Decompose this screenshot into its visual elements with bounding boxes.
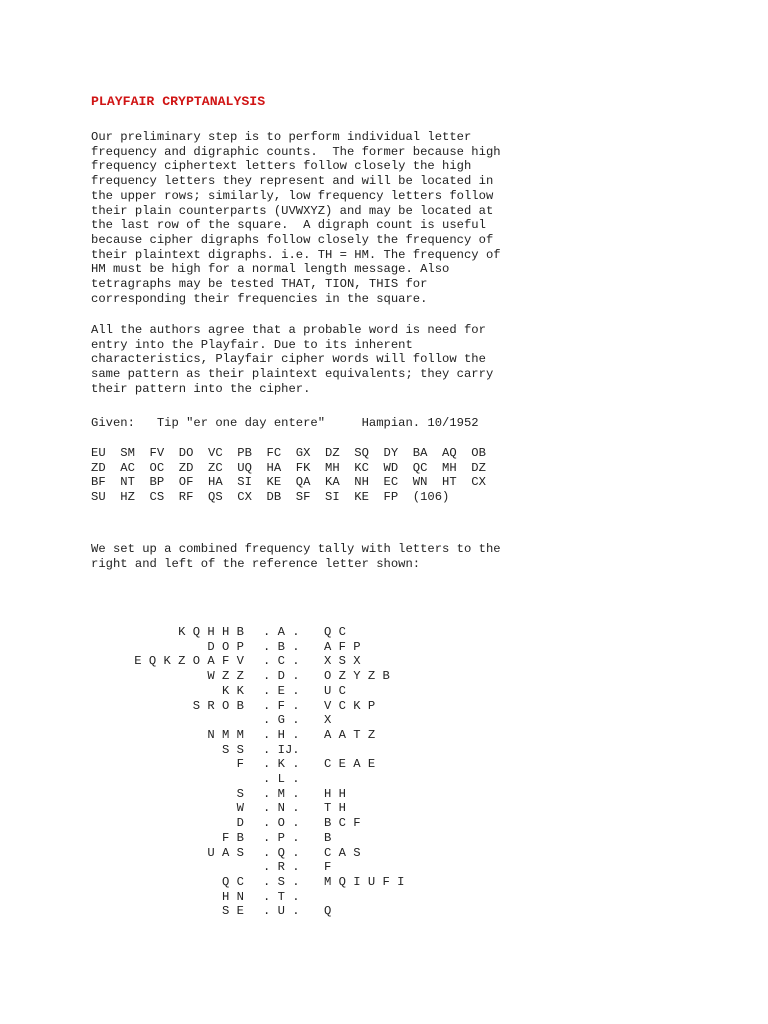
tally-reference-letter: . T . bbox=[263, 889, 300, 904]
ciphertext-block bbox=[91, 446, 486, 505]
tally-reference-letter: . S . bbox=[263, 874, 300, 889]
tally-reference-letter: . O . bbox=[263, 816, 300, 831]
tally-row bbox=[0, 787, 768, 802]
tally-reference-letter: . K . bbox=[263, 757, 300, 772]
tally-left-letters: K K bbox=[222, 683, 244, 698]
tally-left-letters: S bbox=[236, 786, 244, 801]
tally-left-letters: D bbox=[236, 816, 244, 831]
tally-reference-letter: . G . bbox=[263, 713, 300, 728]
text-line: their plain counterparts (UVWXYZ) and may be located at bbox=[91, 203, 494, 218]
tally-left-letters: S R O B bbox=[192, 698, 244, 713]
text-line: their plaintext digraphs. i.e. TH = HM. The frequency of bbox=[91, 247, 501, 262]
tally-row bbox=[0, 684, 768, 699]
page-title: PLAYFAIR CRYPTANALYSIS bbox=[91, 94, 266, 109]
tally-reference-letter: . Q . bbox=[263, 845, 300, 860]
text-line: tetragraphs may be tested THAT, TION, THIS for bbox=[91, 277, 428, 292]
tally-left-letters: N M M bbox=[207, 727, 244, 742]
tally-row bbox=[0, 801, 768, 816]
text-line: because cipher digraphs follow closely the frequency of bbox=[91, 232, 494, 247]
tally-right-letters: Q C bbox=[324, 625, 346, 639]
text-line: HM must be high for a normal length message. Also bbox=[91, 262, 450, 277]
tally-row bbox=[0, 625, 768, 640]
tally-row bbox=[0, 728, 768, 743]
tally-left-letters: F B bbox=[222, 830, 244, 845]
text-line: their pattern into the cipher. bbox=[91, 381, 311, 396]
tally-right-letters: B bbox=[324, 830, 332, 845]
tally-reference-letter: . B . bbox=[263, 639, 300, 654]
tally-reference-letter: . C . bbox=[263, 654, 300, 669]
tally-right-letters: A F P bbox=[324, 639, 361, 654]
tally-right-letters: C E A E bbox=[324, 757, 376, 772]
text-line: SU HZ CS RF QS CX DB SF SI KE FP (106) bbox=[91, 490, 450, 505]
text-line: frequency letters they represent and will be located in bbox=[91, 174, 494, 189]
tally-reference-letter: . F . bbox=[263, 698, 300, 713]
text-line: entry into the Playfair. Due to its inherent bbox=[91, 337, 413, 352]
tally-reference-letter: . R . bbox=[263, 860, 300, 875]
tally-right-letters: V C K P bbox=[324, 698, 376, 713]
tally-reference-letter: . H . bbox=[263, 727, 300, 742]
tally-row bbox=[0, 669, 768, 684]
tally-right-letters: C A S bbox=[324, 845, 361, 860]
text-line: BF NT BP OF HA SI KE QA KA NH EC WN HT CX bbox=[91, 475, 486, 490]
tally-right-letters: Q bbox=[324, 904, 332, 919]
tally-right-letters: X bbox=[324, 713, 332, 728]
tally-right-letters: T H bbox=[324, 801, 346, 816]
tally-row bbox=[0, 654, 768, 669]
tally-left-letters: F bbox=[236, 757, 244, 772]
text-line: frequency ciphertext letters follow closely the high bbox=[91, 159, 472, 174]
tally-row bbox=[0, 890, 768, 905]
tally-right-letters: O Z Y Z B bbox=[324, 669, 390, 684]
tally-row bbox=[0, 699, 768, 714]
tally-right-letters: B C F bbox=[324, 816, 361, 831]
tally-reference-letter: . P . bbox=[263, 830, 300, 845]
tally-row bbox=[0, 831, 768, 846]
tally-left-letters: W Z Z bbox=[207, 669, 244, 684]
tally-row bbox=[0, 816, 768, 831]
tally-reference-letter: . U . bbox=[263, 904, 300, 919]
tally-row bbox=[0, 875, 768, 890]
tally-reference-letter: . M . bbox=[263, 786, 300, 801]
text-line: right and left of the reference letter shown: bbox=[91, 556, 421, 571]
tally-reference-letter: . E . bbox=[263, 683, 300, 698]
given-line: Given: Tip "er one day entere" Hampian. 10/1952 bbox=[91, 416, 479, 430]
tally-left-letters: D O P bbox=[207, 639, 244, 654]
tally-reference-letter: . D . bbox=[263, 669, 300, 684]
tally-right-letters: X S X bbox=[324, 654, 361, 669]
text-line: ZD AC OC ZD ZC UQ HA FK MH KC WD QC MH DZ bbox=[91, 460, 486, 475]
tally-row bbox=[0, 743, 768, 758]
tally-right-letters: M Q I U F I bbox=[324, 874, 405, 889]
tally-row bbox=[0, 640, 768, 655]
tally-row bbox=[0, 772, 768, 787]
tally-right-letters: A A T Z bbox=[324, 727, 376, 742]
paragraph-tally-intro bbox=[91, 542, 501, 571]
text-line: the last row of the square. A digraph count is useful bbox=[91, 218, 486, 233]
text-line: EU SM FV DO VC PB FC GX DZ SQ DY BA AQ OB bbox=[91, 446, 486, 460]
tally-left-letters: K Q H H B bbox=[178, 625, 244, 639]
tally-row bbox=[0, 846, 768, 861]
tally-row bbox=[0, 757, 768, 772]
text-line: the upper rows; similarly, low frequency letters follow bbox=[91, 188, 494, 203]
paragraph-intro bbox=[91, 130, 501, 306]
tally-right-letters: F bbox=[324, 860, 332, 875]
text-line: We set up a combined frequency tally with letters to the bbox=[91, 542, 501, 556]
text-line: corresponding their frequencies in the square. bbox=[91, 291, 428, 306]
tally-left-letters: Q C bbox=[222, 874, 244, 889]
text-line: frequency and digraphic counts. The former because high bbox=[91, 144, 501, 159]
tally-row bbox=[0, 860, 768, 875]
text-line: All the authors agree that a probable word is need for bbox=[91, 323, 486, 337]
tally-left-letters: S E bbox=[222, 904, 244, 919]
tally-reference-letter: . N . bbox=[263, 801, 300, 816]
tally-left-letters: H N bbox=[222, 889, 244, 904]
tally-left-letters: U A S bbox=[207, 845, 244, 860]
paragraph-probable-word bbox=[91, 323, 493, 397]
tally-right-letters: H H bbox=[324, 786, 346, 801]
tally-row bbox=[0, 713, 768, 728]
text-line: Our preliminary step is to perform individual letter bbox=[91, 130, 472, 144]
tally-left-letters: S S bbox=[222, 742, 244, 757]
tally-right-letters: U C bbox=[324, 683, 346, 698]
tally-reference-letter: . IJ. bbox=[263, 742, 300, 757]
tally-reference-letter: . A . bbox=[263, 625, 300, 639]
tally-row bbox=[0, 904, 768, 919]
text-line: same pattern as their plaintext equivalents; they carry bbox=[91, 367, 494, 382]
text-line: characteristics, Playfair cipher words will follow the bbox=[91, 352, 486, 367]
tally-left-letters: E Q K Z O A F V bbox=[134, 654, 244, 669]
tally-reference-letter: . L . bbox=[263, 772, 300, 786]
tally-left-letters: W bbox=[236, 801, 244, 816]
